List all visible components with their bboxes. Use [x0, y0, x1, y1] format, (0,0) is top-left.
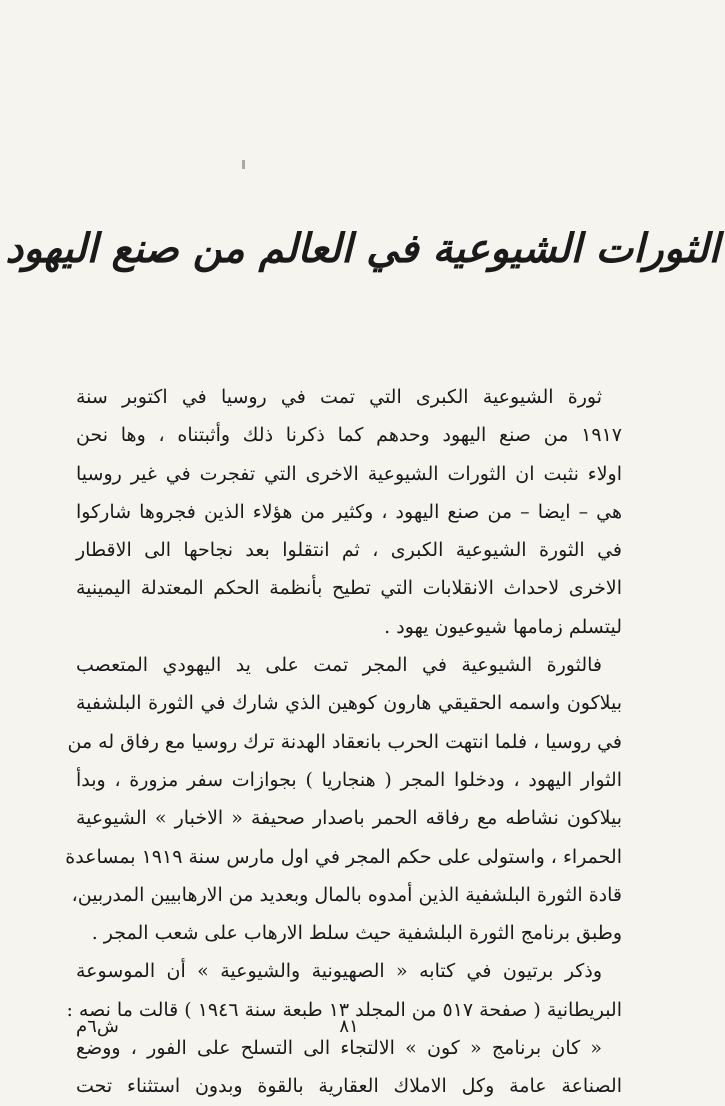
text-line: الصناعة عامة وكل الاملاك العقارية بالقوة وبدون استثناء تحت — [76, 1075, 622, 1098]
text-line: وذكر برتيون في كتابه « الصهيونية والشيوعية » أن الموسوعة — [76, 960, 602, 983]
text-line: في الثورة الشيوعية الكبرى ، ثم انتقلوا بعد نجاحها الى الاقطار — [76, 539, 622, 562]
text-line: ثورة الشيوعية الكبرى التي تمت في روسيا في اكتوبر سنة — [76, 386, 602, 408]
text-line: الحمراء ، واستولى على حكم المجر في اول مارس سنة ١٩١٩ بمساعدة — [65, 845, 622, 868]
text-line: الثوار اليهود ، ودخلوا المجر ( هنجاريا ) بجوازات سفر مزورة ، وبدأ — [76, 768, 622, 791]
text-line: ١٩١٧ من صنع اليهود وحدهم كما ذكرنا ذلك وأثبتناه ، وها نحن — [76, 424, 622, 447]
signature-mark: ش٦م — [76, 1016, 119, 1037]
text-line: ليتسلم زمامها شيوعيون يهود . — [384, 615, 622, 638]
text-line: هي – ايضا – من صنع اليهود ، وكثير من هؤلاء الذين فجروها شاركوا — [76, 500, 622, 523]
text-line: فالثورة الشيوعية في المجر تمت على يد اليهودي المتعصب — [76, 654, 602, 677]
text-line: بيلاكون نشاطه مع رفاقه الحمر باصدار صحيفة « الاخبار » الشيوعية — [76, 807, 622, 830]
text-line: قادة الثورة البلشفية الذين أمدوه بالمال وبعديد من الارهابيين المدربين، — [71, 883, 622, 906]
text-line: وطبق برنامج الثورة البلشفية حيث سلط الارهاب على شعب المجر . — [91, 922, 622, 945]
text-line: « كان برنامج « كون » الالتجاء الى التسلح على الفور ، ووضع — [76, 1037, 602, 1060]
text-line: الاخرى لاحداث الانقلابات التي تطيح بأنظمة الحكم المعتدلة اليمينية — [76, 577, 622, 600]
page-number: ٨١ — [339, 1016, 359, 1037]
print-speck — [242, 160, 245, 169]
text-line: في روسيا ، فلما انتهت الحرب بانعقاد الهدنة ترك روسيا مع رفاق له من — [67, 730, 622, 753]
text-line: اولاء نثبت ان الثورات الشيوعية الاخرى التي تفجرت في غير روسيا — [76, 462, 622, 485]
page-footer — [76, 1012, 622, 1042]
chapter-title: الثورات الشيوعية في العالم من صنع اليهود — [5, 225, 720, 272]
body-text — [65, 378, 622, 1106]
text-line: البريطانية ( صفحة ٥١٧ من المجلد ١٣ طبعة سنة ١٩٤٦ ) قالت ما نصه : — [66, 998, 622, 1021]
text-line: بيلاكون واسمه الحقيقي هارون كوهين الذي شارك في الثورة البلشفية — [76, 692, 622, 715]
